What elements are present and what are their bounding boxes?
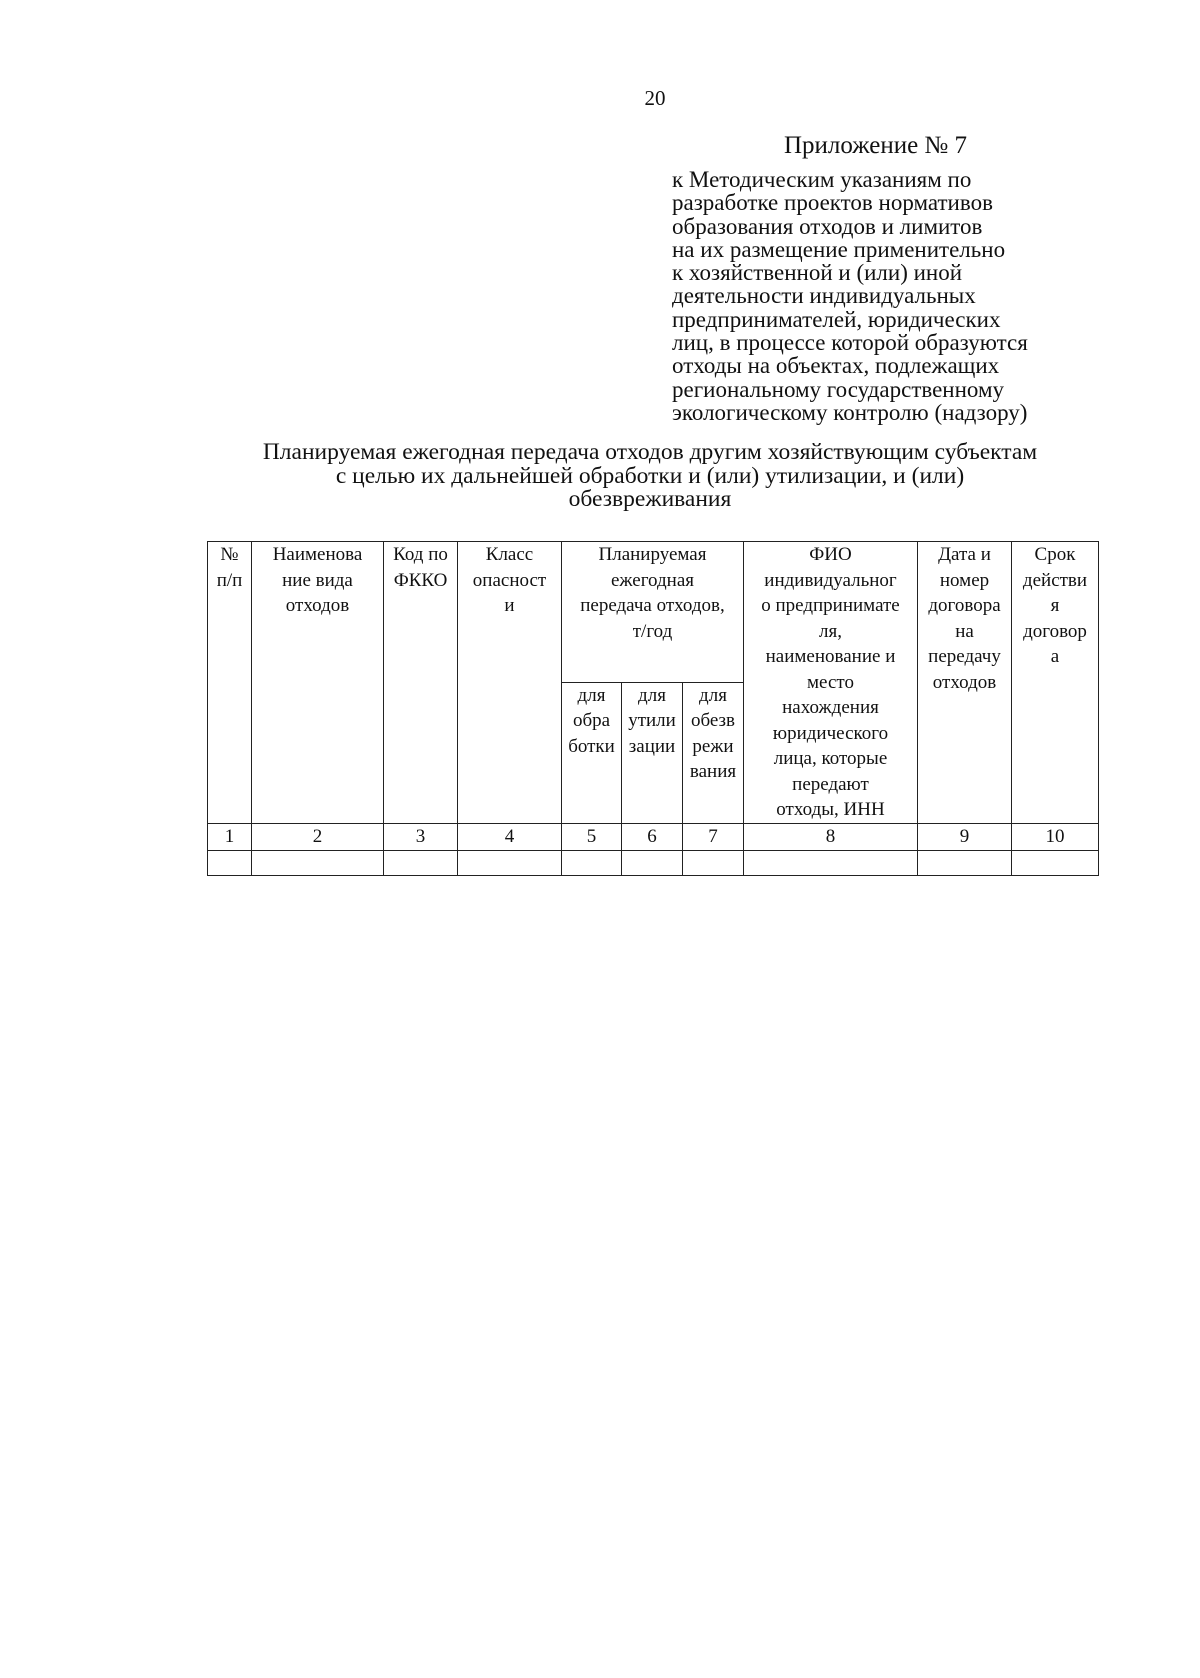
table-row [208,850,1099,875]
table-cell [1012,850,1099,875]
table-cell [384,850,458,875]
header-cell-neutralization: для обезв режи вания [683,682,744,823]
appendix-caption [672,168,1028,424]
column-number-row [208,823,1099,850]
appendix-title: Приложение № 7 [784,132,968,159]
table-cell [252,850,384,875]
header-cell-fkko-code: Код по ФККО [384,542,458,824]
column-number: 4 [458,823,562,850]
appendix-line: к Методическим указаниям по [672,167,972,192]
header-cell-planned-transfer: Планируемая ежегодная передача отходов, т/год [562,542,744,683]
document-title-line: Планируемая ежегодная передача отходов другим хозяйствующим субъектам [262,439,1038,465]
column-number: 6 [622,823,683,850]
column-number: 9 [918,823,1012,850]
waste-transfer-table [207,541,1099,876]
header-cell-hazard-class: Класс опасност и [458,542,562,824]
header-cell-contract: Дата и номер договора на передачу отходов [918,542,1012,824]
header-cell-waste-name: Наименова ние вида отходов [252,542,384,824]
column-number: 7 [683,823,744,850]
table-cell [622,850,683,875]
column-number: 1 [208,823,252,850]
appendix-line: экологическому контролю (надзору) [672,399,1028,425]
table-cell [744,850,918,875]
appendix-line: лиц, в процессе которой образуются [672,330,1028,356]
document-title [200,441,1100,512]
document-title-line: обезвреживания [568,486,732,512]
appendix-line: отходы на объектах, подлежащих [672,353,1000,379]
header-cell-num: № п/п [208,542,252,824]
column-number: 2 [252,823,384,850]
appendix-line: деятельности индивидуальных [672,283,976,309]
table-header-row [208,542,1099,683]
column-number: 8 [744,823,918,850]
header-cell-validity: Срок действи я договор а [1012,542,1099,824]
header-cell-processing: для обра ботки [562,682,622,823]
appendix-line: к хозяйственной и (или) иной [672,260,963,286]
table-cell [562,850,622,875]
column-number: 5 [562,823,622,850]
appendix-line: предпринимателей, юридических [672,306,1001,332]
document-title-line: с целью их дальнейшей обработки и (или) утилизации, и (или) [335,462,965,489]
header-cell-counterparty: ФИО индивидуальног о предпринимате ля, наименование и место нахождения юридического лица, которые передают отходы, ИНН [744,542,918,824]
table-cell [683,850,744,875]
appendix-line: разработке проектов нормативов [672,190,993,216]
column-number: 10 [1012,823,1099,850]
appendix-line: образования отходов и лимитов [672,213,983,239]
table-cell [918,850,1012,875]
appendix-line: на их размещение применительно [672,236,1006,262]
header-cell-utilization: для утили зации [622,682,683,823]
page-number: 20 [644,86,666,110]
table-cell [458,850,562,875]
appendix-line: региональному государственному [672,376,1005,402]
column-number: 3 [384,823,458,850]
table-cell [208,850,252,875]
